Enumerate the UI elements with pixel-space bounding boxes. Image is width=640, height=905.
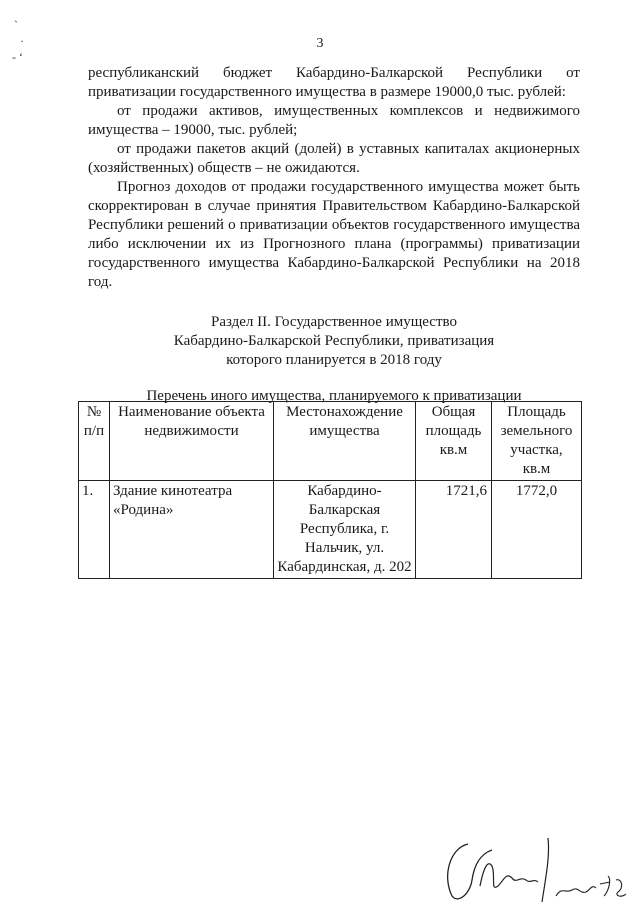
- section-heading-line: Раздел II. Государственное имущество: [210, 314, 457, 330]
- header-name: Наименование объекта недвижимости: [110, 402, 274, 481]
- page-number: 3: [316, 36, 324, 51]
- cell-land-area: 1772,0: [492, 481, 582, 579]
- header-land-area: Площадь земельного участка, кв.м: [492, 402, 582, 481]
- header-num: № п/п: [79, 402, 110, 481]
- table-header-row: [79, 402, 582, 481]
- scan-mark: `: [14, 18, 18, 32]
- paragraph-forecast: Прогноз доходов от продажи государственного имущества может быть скорректирован в случае принятия Правительством Кабардино-Балкарской Республики решений о приватизации объектов государственного имущества либо исключении их из Прогнозного плана (программы) приватизации государственного имущества Кабардино-Балкарской Республики на 2018 год.: [88, 179, 580, 290]
- cell-name: Здание кинотеатра «Родина»: [110, 481, 274, 579]
- cell-area: 1721,6: [416, 481, 492, 579]
- section-heading-line: которого планируется в 2018 году: [226, 352, 442, 368]
- paragraph-assets: от продажи активов, имущественных комплексов и недвижимого имущества – 19000, тыс. рублей;: [88, 103, 580, 138]
- paragraph-shares: от продажи пакетов акций (долей) в уставных капиталах акционерных (хозяйственных) обществ – не ожидаются.: [88, 141, 580, 176]
- scan-mark: - ʻ: [12, 50, 23, 64]
- section-heading-line: Кабардино-Балкарской Республики, приватизация: [173, 333, 495, 349]
- section-heading: [88, 313, 580, 370]
- header-location: Местонахождение имущества: [274, 402, 416, 481]
- document-body: [88, 64, 580, 406]
- cell-location: Кабардино-Балкарская Республика, г. Нальчик, ул. Кабардинская, д. 202: [274, 481, 416, 579]
- paragraph-budget: республиканский бюджет Кабардино-Балкарской Республики от приватизации государственного имущества в размере 19000,0 тыс. рублей:: [88, 65, 580, 100]
- scan-mark: ·: [20, 34, 24, 48]
- table-row: [79, 481, 582, 579]
- list-title: Перечень иного имущества, планируемого к приватизации: [146, 388, 522, 404]
- property-table: [78, 401, 582, 579]
- header-area: Общая площадь кв.м: [416, 402, 492, 481]
- cell-num: 1.: [79, 481, 110, 579]
- handwritten-signature: [440, 836, 630, 904]
